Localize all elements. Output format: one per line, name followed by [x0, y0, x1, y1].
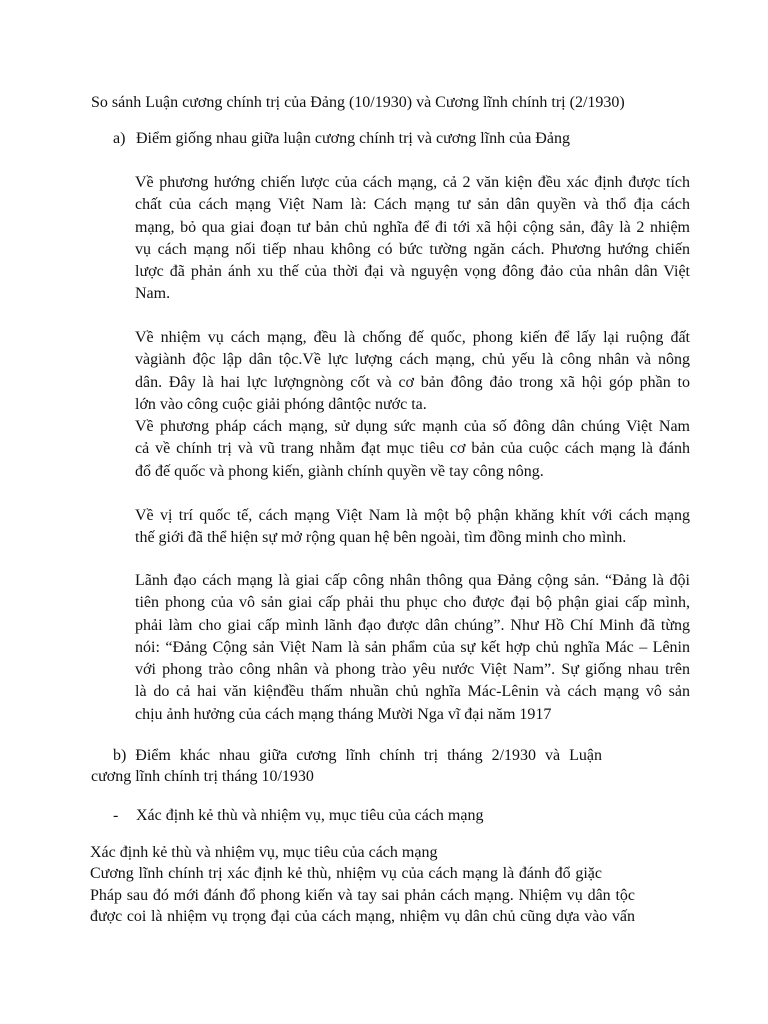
- paragraph-line: Về phương hướng chiến lược của cách mạng, cả 2 văn kiện đều xác định được tích: [135, 174, 690, 191]
- paragraph-line: Pháp sau đó mới đánh đổ phong kiến và tay sai phản cách mạng. Nhiệm vụ dân tộc: [90, 886, 635, 904]
- paragraph-line: lớn vào công cuộc giải phóng dântộc nước ta.: [135, 395, 427, 413]
- paragraph-line: vàgiành độc lập dân tộc.Về lực lượng cách mạng, chủ yếu là công nhân và nông: [135, 351, 690, 369]
- paragraph-line: Về phương pháp cách mạng, sử dụng sức mạnh của số đông dân chúng Việt Nam: [135, 418, 690, 436]
- paragraph-line: với phong trào công nhân và phong trào yêu nước Việt Nam”. Sự giống nhau trên: [135, 661, 690, 679]
- paragraph-leadership: [135, 570, 690, 726]
- paragraph-line: chịu ảnh hưởng của cách mạng tháng Mười Nga vĩ đại năm 1917: [135, 705, 552, 723]
- paragraph-line: chất của cách mạng Việt Nam là: Cách mạng tư sản dân quyền và thổ địa cách: [135, 196, 690, 214]
- paragraph-line: thế giới đã thể hiện sự mở rộng quan hệ bên ngoài, tìm đồng minh cho mình.: [135, 529, 627, 547]
- paragraph-international: [135, 505, 690, 550]
- paragraph-strategy: [135, 172, 690, 306]
- paragraph-enemy: [90, 842, 635, 928]
- paragraph-tasks: [135, 327, 690, 483]
- paragraph-line: Cương lĩnh chính trị xác định kẻ thù, nhiệm vụ của cách mạng là đánh đổ giặc: [90, 865, 602, 883]
- paragraph-line: là do cả hai văn kiệnđều thấm nhuần chủ nghĩa Mác-Lênin và cách mạng vô sản: [135, 683, 690, 701]
- paragraph-line: được coi là nhiệm vụ trọng đại của cách mạng, nhiệm vụ dân chủ cũng dựa vào vấn: [90, 908, 635, 926]
- paragraph-line: lược đã phản ánh xu thế của thời đại và nguyện vọng đông đảo của nhân dân Việt: [135, 263, 690, 281]
- section-a-heading: Điểm giống nhau giữa luận cương chính trị và cương lĩnh của Đảng: [136, 130, 570, 147]
- paragraph-line: phải làm cho giai cấp mình lãnh đạo được dân chúng”. Như Hồ Chí Minh đã từng: [135, 616, 690, 634]
- section-b-heading: b) Điểm khác nhau giữa cương lĩnh chính trị tháng 2/1930 và Luận: [113, 747, 602, 764]
- paragraph-line: Về nhiệm vụ cách mạng, đều là chống đế quốc, phong kiến để lấy lại ruộng đất: [135, 329, 690, 346]
- paragraph-line: cả về chính trị và vũ trang nhằm đạt mục tiêu cơ bản của cuộc cách mạng là đánh: [135, 440, 690, 458]
- paragraph-line: dân. Đây là hai lực lượngnòng cốt và cơ bản đông đảo trong xã hội góp phần to: [135, 373, 690, 391]
- paragraph-line: vụ cách mạng nối tiếp nhau không có bức tường ngăn cách. Phương hướng chiến: [135, 240, 690, 258]
- section-a-marker: a): [113, 130, 126, 147]
- paragraph-line: Xác định kẻ thù và nhiệm vụ, mục tiêu của cách mạng: [90, 844, 438, 861]
- paragraph-line: Lãnh đạo cách mạng là giai cấp công nhân thông qua Đảng cộng sản. “Đảng là đội: [135, 572, 690, 589]
- section-b-heading-cont: cương lĩnh chính trị tháng 10/1930: [91, 768, 314, 785]
- bullet-item: Xác định kẻ thù và nhiệm vụ, mục tiêu của cách mạng: [136, 807, 484, 824]
- paragraph-line: đổ đế quốc và phong kiến, giành chính quyền về tay công nông.: [135, 462, 544, 480]
- paragraph-line: Nam.: [135, 285, 171, 303]
- paragraph-line: mạng, bỏ qua giai đoạn tư bản chủ nghĩa để đi tới xã hội cộng sản, đây là 2 nhiệm: [135, 218, 690, 236]
- paragraph-line: Về vị trí quốc tế, cách mạng Việt Nam là một bộ phận khăng khít với cách mạng: [135, 507, 690, 524]
- paragraph-line: tiên phong của vô sản giai cấp phải thu phục cho được đại bộ phận giai cấp mình,: [135, 594, 690, 612]
- paragraph-line: nói: “Đảng Cộng sản Việt Nam là sản phẩm của sự kết hợp chủ nghĩa Mác – Lênin: [135, 638, 690, 656]
- bullet-marker: -: [113, 807, 119, 824]
- document-title: So sánh Luận cương chính trị của Đảng (10/1930) và Cương lĩnh chính trị (2/1930): [91, 94, 625, 111]
